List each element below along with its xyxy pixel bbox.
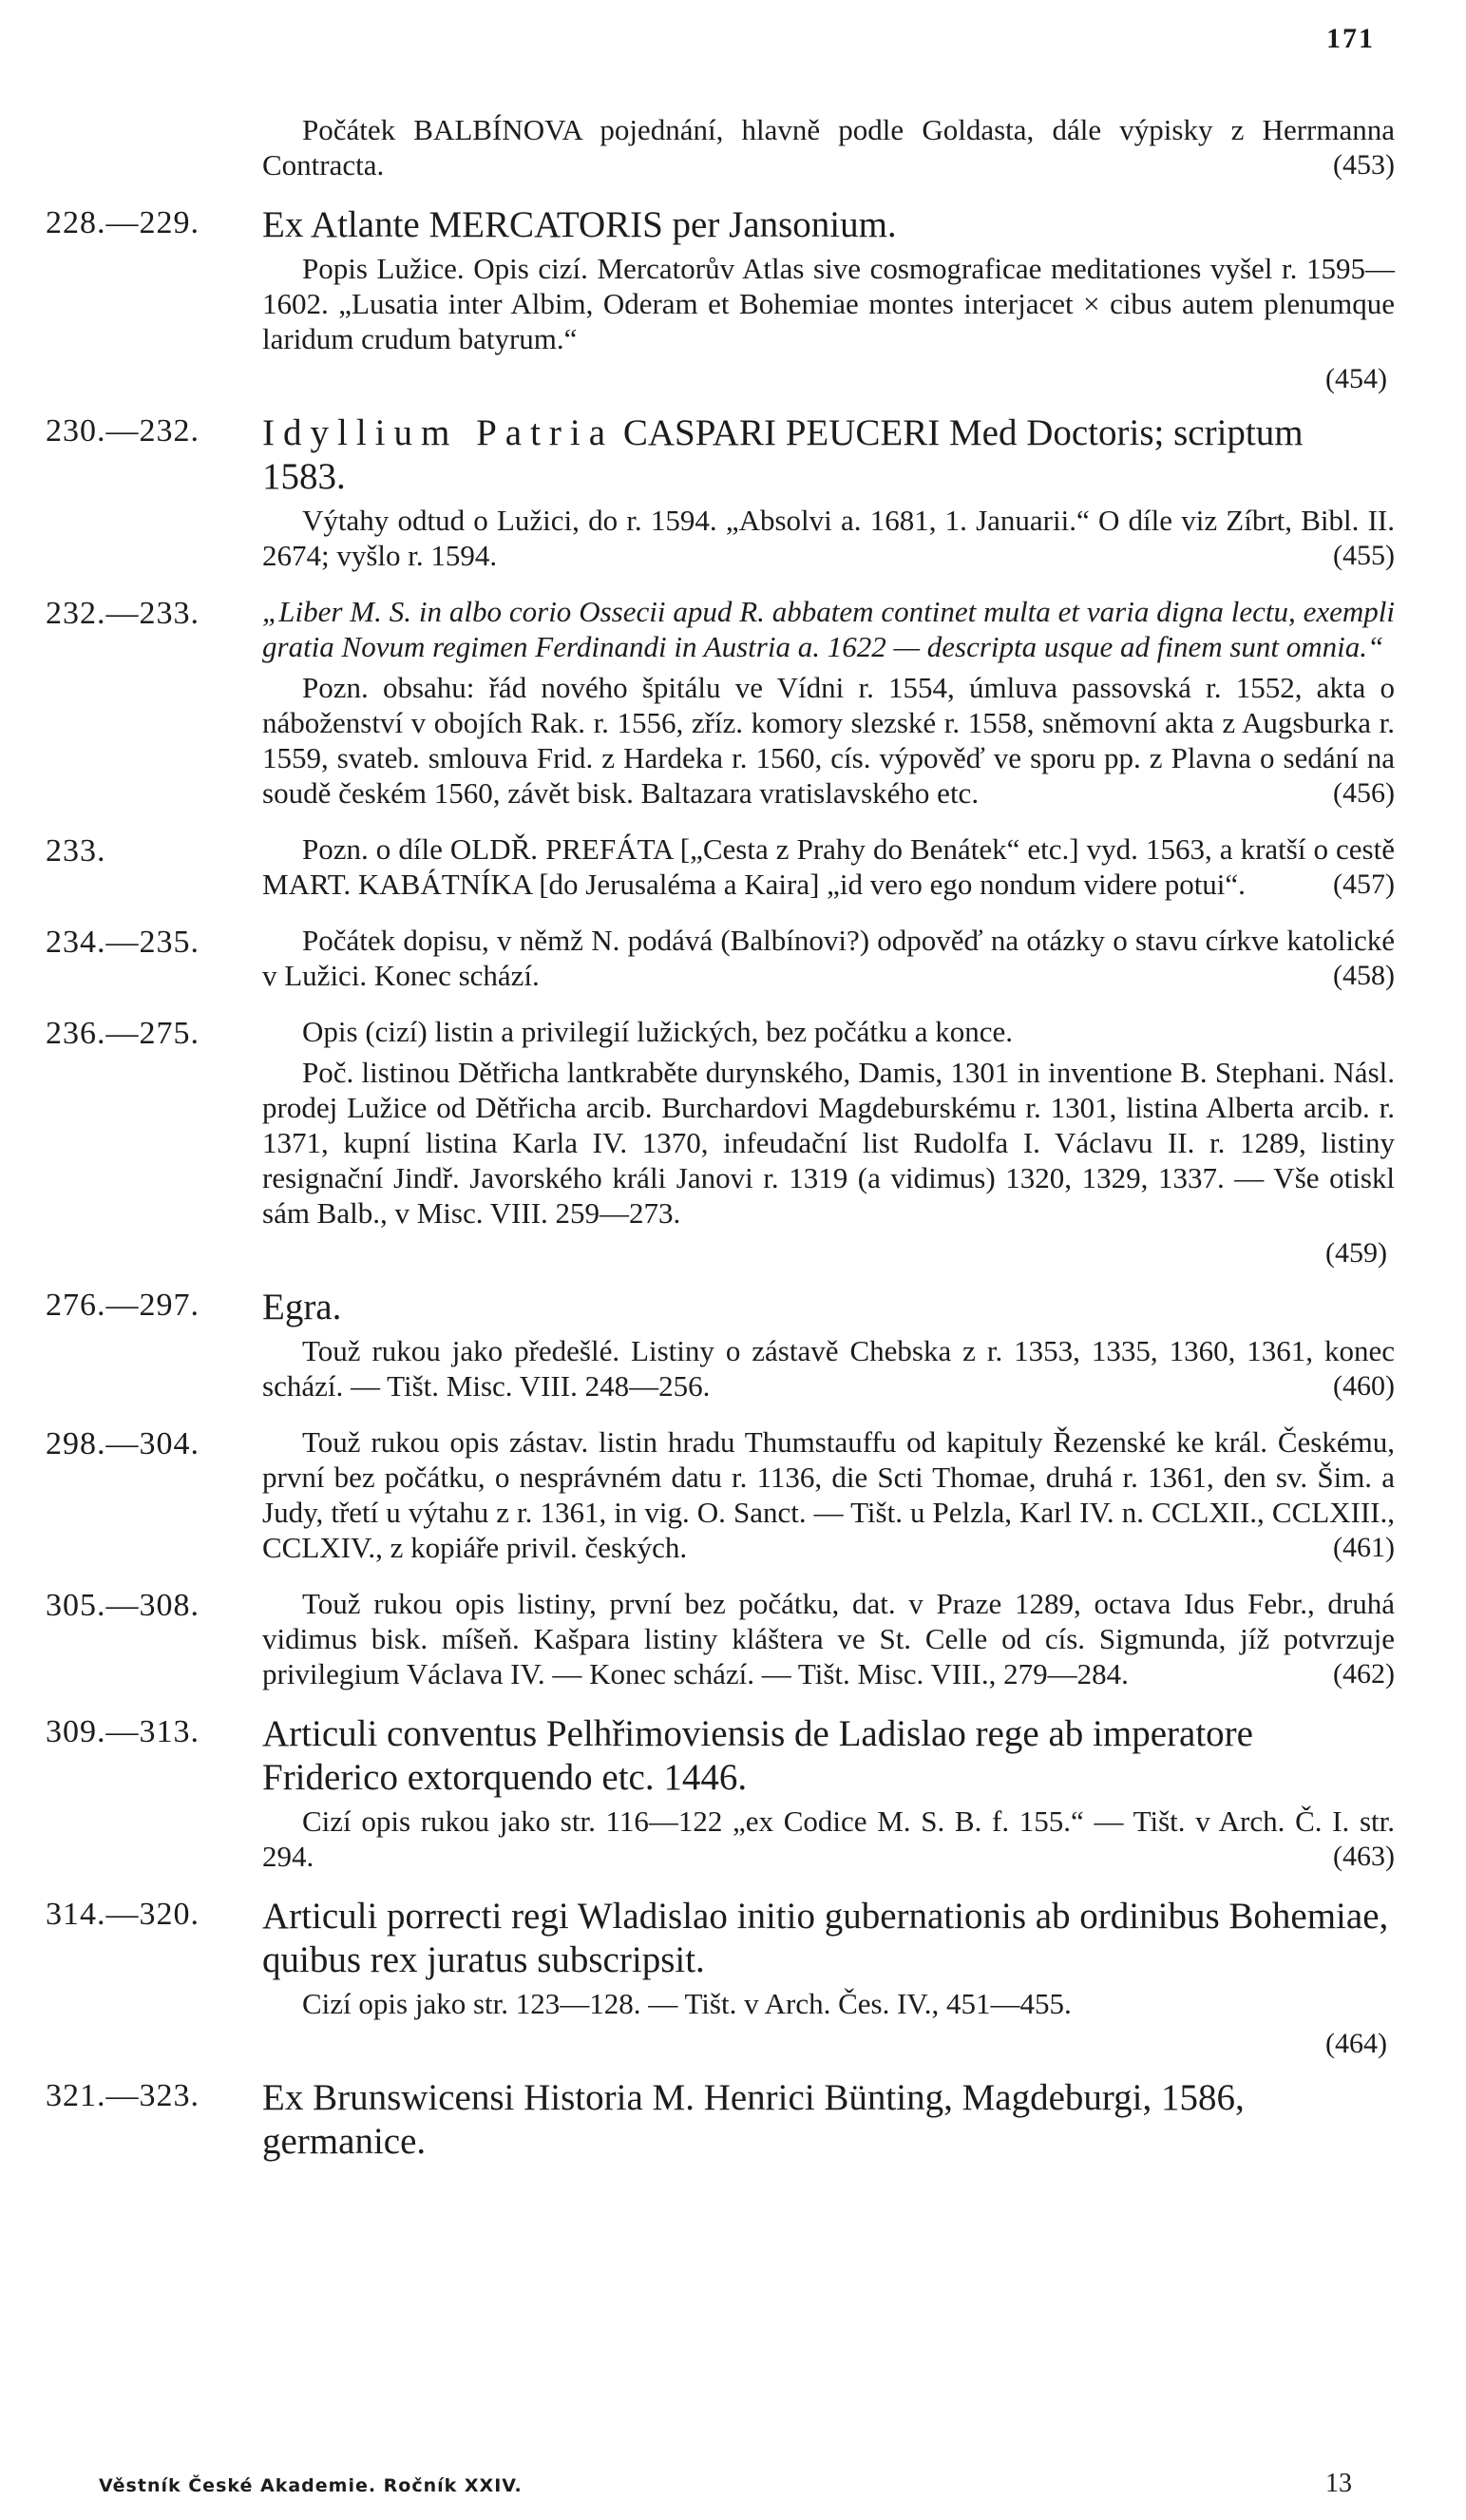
quote-text: „Liber M. S. in albo corio Ossecii apud R. abbatem continet multa et varia digna lectu, exempli gratia Novum regimen Ferdinandi in Austria a. 1622 — descripta usque ad finem sunt omnia.“ [262,595,1395,663]
entry-note [262,1014,1395,1049]
catalog-entry [46,1712,1395,1880]
entry-ref: 228.—229. [46,205,200,240]
catalog-entry [46,831,1395,907]
note-text: Počátek dopisu, v němž N. podává (Balbínovi?) odpověď na otázky o stavu církve katolické v Lužici. Konec schází. [262,924,1395,992]
note-text: Touž rukou opis listiny, první bez počátku, dat. v Praze 1289, octava Idus Febr., druhá vidimus bisk. míšeň. Kašpara listiny kláštera ve St. Celle od cís. Sigmunda, jíž potvrzuje privilegium Václava IV. — Konec schází. — Tišt. Misc. VIII., 279—284. [262,1587,1395,1690]
entry-ref: 321.—323. [46,2078,200,2113]
catalog-entry [46,203,1395,396]
note-text: Poč. listinou Dětřicha lantkraběte durynského, Damis, 1301 in inventione B. Stephani. Násl. prodej Lužice od Dětřicha arcib. Burchardovi Magdeburskému r. 1301, listina Alberta arcib. r. 1371, kupní listina Karla IV. 1370, infeudační list Rudolfa I. Václavu II. r. 1289, listiny resignační Jindř. Javorského králi Janovi r. 1319 (a vidimus) 1320, 1329, 1337. — Vše otiskl sám Balb., v Misc. VIII. 259—273. [262,1056,1395,1230]
entry-note [262,503,1395,573]
entry-ref: 298.—304. [46,1426,200,1461]
journal-name: Věstník České Akademie. Ročník XXIV. [99,2475,523,2496]
note-text: Pozn. obsahu: řád nového špitálu ve Vídni r. 1554, úmluva passovská r. 1552, akta o náboženství v obojích Rak. r. 1556, zříz. komory slezské r. 1558, sněmovní akta z Augsburka r. 1559, svateb. smlouva Frid. z Hardeka r. 1560, cís. výpověď ve sporu pp. z Plavna o sedání na soudě českém 1560, závět bisk. Baltazara vratislavského etc. [262,671,1395,810]
entry-note [262,923,1395,993]
catalog-entry [46,112,1395,188]
note-text: Cizí opis jako str. 123—128. — Tišt. v Arch. Čes. IV., 451—455. [302,1987,1072,2020]
entry-note [262,1804,1395,1874]
entry-number: (455) [1333,540,1395,571]
entry-number: (464) [1325,2028,1387,2059]
note-text: Počátek BALBÍNOVA pojednání, hlavně podle Goldasta, dále výpisky z Herrmanna Contracta. [262,113,1395,181]
entry-number: (457) [1333,869,1395,900]
page-number: 171 [1326,23,1375,54]
entry-ref: 233. [46,833,106,869]
entry-title [262,411,1395,499]
catalog-entry [46,1286,1395,1409]
note-text: Opis (cizí) listin a privilegií lužických, bez počátku a konce. [302,1015,1014,1048]
entry-number: (454) [1325,363,1387,394]
entry-note [262,1586,1395,1691]
entry-note [262,1055,1395,1231]
entry-title: Ex Brunswicensi Historia M. Henrici Bünting, Magdeburgi, 1586, germanice. [262,2077,1245,2162]
catalog-entry [46,923,1395,999]
entry-ref: 305.—308. [46,1588,200,1623]
entry-number: (458) [1333,960,1395,991]
entry-title-rest: CASPARI PEUCERI Med Doctoris; scriptum 1583. [262,412,1304,497]
entry-ref: 314.—320. [46,1897,200,1932]
entry-title: Ex Atlante MERCATORIS per Jansonium. [262,204,897,245]
entry-quote [262,594,1395,664]
catalog-entry [46,2076,1395,2167]
entry-number: (459) [1325,1237,1387,1269]
entry-number: (463) [1333,1841,1395,1872]
entry-number: (461) [1333,1532,1395,1563]
entry-ref: 232.—233. [46,596,200,631]
note-text: Pozn. o díle OLDŘ. PREFÁTA [„Cesta z Prahy do Benátek“ etc.] vyd. 1563, a kratší o cestě MART. KABÁTNÍKA [do Jerusaléma a Kaira] „id vero ego nondum videre potui“. [262,832,1395,901]
note-text: Výtahy odtud o Lužici, do r. 1594. „Absolvi a. 1681, 1. Januarii.“ O díle viz Zíbrt, Bibl. II. 2674; vyšlo r. 1594. [262,504,1395,572]
entry-ref: 309.—313. [46,1714,200,1749]
entry-ref: 236.—275. [46,1016,200,1051]
entry-number: (460) [1333,1370,1395,1402]
catalog-entry [46,594,1395,816]
catalog-entries [46,112,1395,2183]
catalog-entry [46,1424,1395,1571]
entry-title: Egra. [262,1287,342,1327]
note-text: Popis Lužice. Opis cizí. Mercatorův Atlas sive cosmograficae meditationes vyšel r. 1595—1602. „Lusatia inter Albim, Oderam et Bohemiae montes interjacet × cibus autem plenumque laridum crudum batyrum.“ [262,252,1395,355]
entry-note [262,251,1395,356]
entry-note [262,1986,1395,2021]
entry-number: (462) [1333,1658,1395,1690]
entry-title: Articuli porrecti regi Wladislao initio gubernationis ab ordinibus Bohemiae, quibus rex juratus subscripsit. [262,1896,1389,1980]
entry-note [262,112,1395,182]
entry-title: Articuli conventus Pelhřimoviensis de Ladislao rege ab imperatore Friderico extorquendo etc. 1446. [262,1713,1253,1798]
entry-note [262,1333,1395,1403]
note-text: Touž rukou opis zástav. listin hradu Thumstauffu od kapituly Řezenské ke král. Českému, první bez počátku, o nesprávném datu r. 1136, die Scti Thomae, druhá r. 1361, den sv. Šim. a Judy, třetí u výtahu z r. 1361, in vig. O. Sanct. — Tišt. u Pelzla, Karl IV. n. CCLXII., CCLXIII., CCLXIV., z kopiáře privil. českých. [262,1425,1395,1564]
entry-number: (456) [1333,777,1395,809]
catalog-entry [46,1895,1395,2061]
catalog-entry [46,1586,1395,1697]
page-footer [99,2469,1352,2499]
note-text: Cizí opis rukou jako str. 116—122 „ex Codice M. S. B. f. 155.“ — Tišt. v Arch. Č. I. str. 294. [262,1804,1395,1873]
entry-number: (453) [1333,149,1395,181]
catalog-entry [46,1014,1395,1270]
entry-ref: 234.—235. [46,925,200,960]
entry-note [262,1424,1395,1565]
entry-ref: 276.—297. [46,1288,200,1323]
entry-ref: 230.—232. [46,413,200,449]
entry-title-spaced: Idyllium Patria [262,412,615,453]
entry-note [262,831,1395,902]
entry-note [262,670,1395,811]
sheet-number: 13 [1325,2469,1352,2498]
catalog-entry [46,411,1395,579]
note-text: Touž rukou jako předešlé. Listiny o zástavě Chebska z r. 1353, 1335, 1360, 1361, konec schází. — Tišt. Misc. VIII. 248—256. [262,1334,1395,1403]
